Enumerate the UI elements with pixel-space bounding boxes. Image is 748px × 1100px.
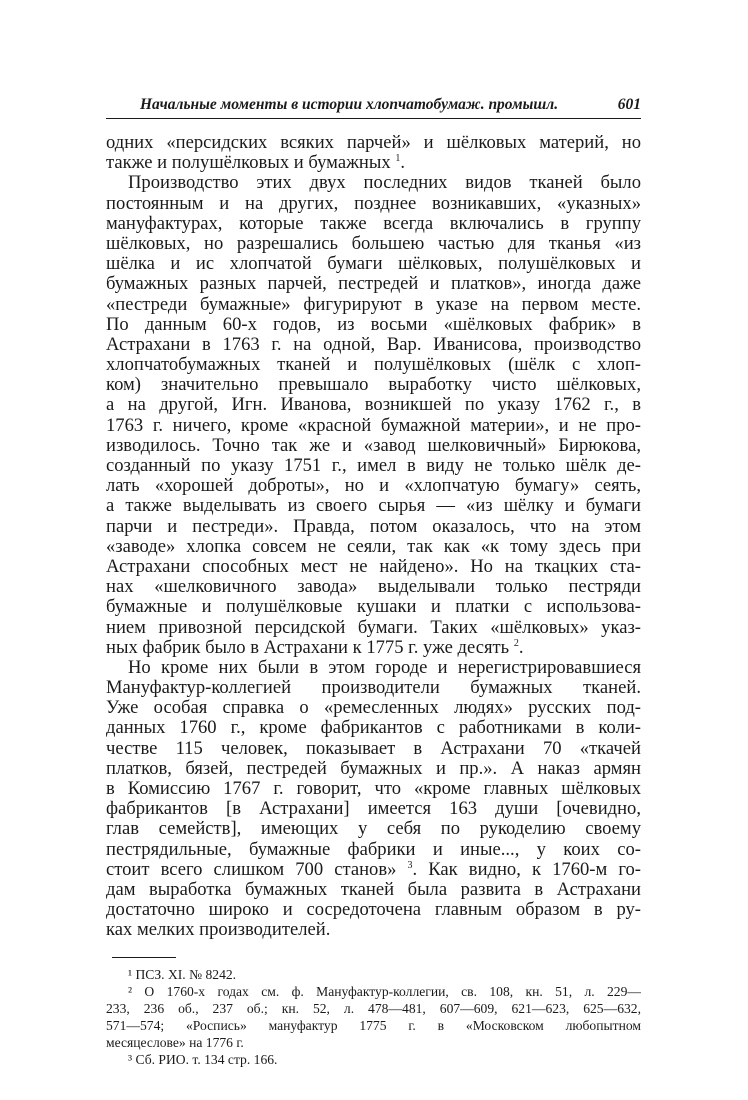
text-line: пестрядильные, бумажные фабрики и иные..., у коих со-	[106, 839, 641, 860]
text-line: Но кроме них были в этом городе и нерегистрировавшиеся	[128, 657, 641, 678]
text-line: платков, бязей, пестредей бумажных и пр.». А наказ армян	[106, 758, 641, 779]
footnote-2-line: 571—574; «Роспись» мануфактур 1775 г. в «Московском любопытном	[106, 1017, 641, 1033]
text-line: Мануфактур-коллегией производители бумажных тканей.	[106, 678, 641, 699]
body-text	[106, 133, 641, 941]
footnote-divider	[112, 957, 176, 958]
text-line: шёлка и ис хлопчатой бумаги шёлковых, полушёлковых и	[106, 254, 641, 275]
footnote-2-line: 233, 236 об., 237 об.; кн. 52, л. 478—481, 607—609, 621—623, 625—632,	[106, 1000, 641, 1016]
text-line: 1763 г. ничего, кроме «красной бумажной материи», и не про-	[106, 415, 641, 436]
paragraph-1	[106, 133, 641, 173]
footnote-3: ³ Сб. РИО. т. 134 стр. 166.	[128, 1051, 278, 1067]
text-line: бумажных разных парчей, пестредей и платков», иногда даже	[106, 274, 641, 295]
book-page	[106, 92, 641, 1068]
text-line: бумажные и полушёлковые кушаки и платки с использова-	[106, 597, 641, 618]
page-number: 601	[617, 96, 641, 113]
text-line: Уже особая справка о «ремесленных людях» русских под-	[106, 698, 641, 719]
text-line: Астрахани в 1763 г. на одной, Вар. Иванисова, производство	[106, 334, 641, 355]
footnotes	[106, 966, 641, 1068]
text-line: лать «хорошей доброты», но и «хлопчатую бумагу» сеять,	[106, 476, 641, 497]
text-line: ках мелких производителей.	[106, 920, 331, 941]
text-line: также и полушёлковых и бумажных $^1$.	[106, 153, 405, 174]
footnote-1: ¹ ПСЗ. XI. № 8242.	[128, 966, 237, 982]
footnote-ref-2: 2	[513, 637, 519, 649]
text-line: хлопчатобумажных тканей и полушёлковых (шёлк с хлоп-	[106, 355, 641, 376]
text-line: нах «шелковичного завода» выделывали только пестряди	[106, 577, 641, 598]
running-header	[106, 92, 641, 119]
running-header-title: Начальные моменты в истории хлопчатобумаж. промышл.	[140, 96, 559, 113]
paragraph-2	[106, 173, 641, 658]
text-line: Производство этих двух последних видов тканей было	[128, 173, 641, 194]
paragraph-3	[106, 658, 641, 941]
text-line: созданный по указу 1751 г., имел в виду не только шёлк де-	[106, 456, 641, 476]
text-line: в Комиссию 1767 г. говорит, что «кроме главных шёлковых	[106, 779, 641, 799]
text-line: ком) значительно превышало выработку чисто шёлковых,	[106, 375, 641, 396]
text-line: данных 1760 г., кроме фабрикантов с работниками в коли-	[106, 718, 641, 739]
text-line: «заводе» хлопка совсем не сеяли, так как «к тому здесь при	[106, 536, 641, 557]
footnote-2-line: месяцеслове» на 1776 г.	[106, 1034, 244, 1050]
text-line: изводилось. Точно так же и «завод шелковичный» Бирюкова,	[106, 435, 641, 456]
footnote-ref-3: 3	[407, 859, 413, 871]
text-line: мануфактурах, которые также всегда включались в группу	[106, 213, 641, 234]
text-line: а на другой, Игн. Иванова, возникшей по указу 1762 г., в	[106, 395, 641, 416]
text-line: ных фабрик было в Астрахани к 1775 г. уже десять $^2$.	[106, 637, 524, 658]
text-line: глав семейств], имеющих у себя по рукоделию своему	[106, 819, 641, 840]
text-line: фабрикантов [в Астрахани] имеется 163 души [очевидно,	[106, 799, 641, 820]
text-line: одних «персидских всяких парчей» и шёлковых материй, но	[106, 133, 641, 153]
text-line: «пестреди бумажные» фигурируют в указе на первом месте.	[106, 294, 641, 315]
text-line: Астрахани способных мест не найдено». Но на ткацких ста-	[106, 556, 641, 577]
text-line: стоит всего слишком 700 станов» $^3$. Как видно, к 1760-м го-	[106, 859, 641, 880]
text-line: парчи и пестреди». Правда, потом оказалось, что на этом	[106, 516, 641, 537]
text-line: шёлковых, но разрешались большею частью для тканья «из	[106, 233, 641, 254]
text-line: честве 115 человек, показывает в Астрахани 70 «ткачей	[106, 738, 641, 759]
text-line: достаточно широко и сосредоточена главным образом в ру-	[106, 900, 641, 921]
footnote-2-line: ² О 1760-х годах см. ф. Мануфактур-коллегии, св. 108, кн. 51, л. 229—	[128, 983, 641, 999]
text-line: постоянным и на других, позднее возникавших, «указных»	[106, 193, 641, 214]
text-line: нием привозной персидской бумаги. Таких «шёлковых» указ-	[106, 617, 641, 638]
text-line: а также выделывать из своего сырья — «из шёлку и бумаги	[106, 496, 641, 517]
text-line: По данным 60-х годов, из восьми «шёлковых фабрик» в	[106, 314, 641, 335]
text-line: дам выработка бумажных тканей была развита в Астрахани	[106, 879, 641, 900]
footnote-ref-1: 1	[395, 153, 401, 164]
